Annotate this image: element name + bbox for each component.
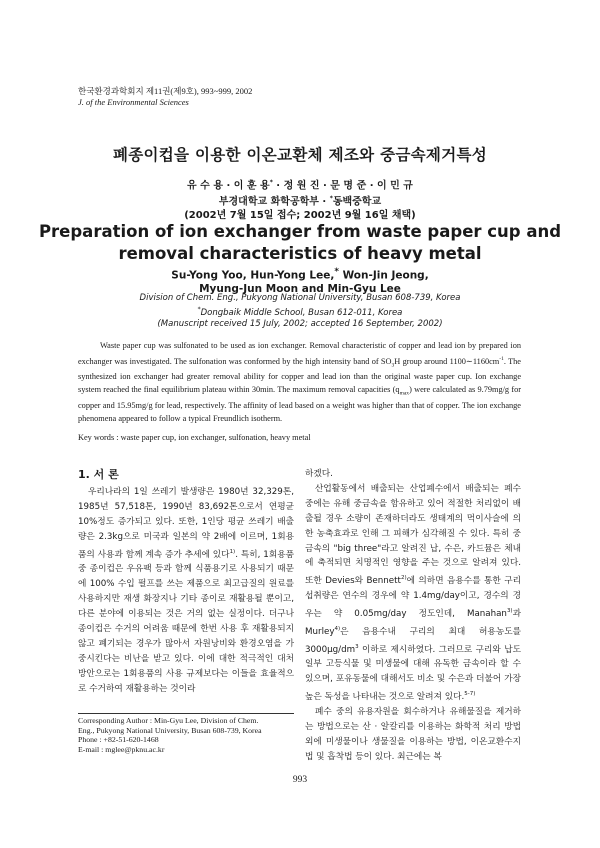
footnote-line-3: Phone : +82-51-620-1468 xyxy=(78,735,159,745)
footnote-line-4: E-mail : mglee@pknu.ac.kr xyxy=(78,745,165,755)
korean-affiliation-b: 동백중학교 xyxy=(332,196,382,208)
keywords: Key words : waste paper cup, ion exchanger, sulfonation, heavy metal xyxy=(78,433,311,442)
para2-text-d: 은 음용수내 구리의 최대 허용농도를 3000μg/dm xyxy=(305,626,521,655)
english-title xyxy=(0,221,600,265)
english-authors xyxy=(0,266,600,297)
abstract-sub-1: 3 xyxy=(391,361,395,368)
intro-continuation: 하겠다. xyxy=(305,469,333,479)
manuscript-dates: (Manuscript received 15 July, 2002; accepted 16 September, 2002) xyxy=(157,318,443,329)
korean-affiliation-a: 부경대학교 화학공학부 · xyxy=(218,196,330,208)
english-affil-2-mark: * xyxy=(197,306,201,313)
english-authors-line1 xyxy=(0,266,600,283)
english-affil-1: Division of Chem. Eng., Pukyong National University, Busan 608-739, Korea xyxy=(139,293,461,303)
intro-paragraph-1 xyxy=(78,485,294,697)
korean-authors-mark: * xyxy=(269,179,273,186)
journal-header xyxy=(78,86,252,108)
english-authors-line2: Myung-Jun Moon and Min-Gyu Lee xyxy=(199,283,401,295)
intro-paragraph-3: 폐수 중의 유용자원을 회수하거나 유해물질을 제거하는 방법으로는 산 · 알칼리를 이용하는 화학적 처리 방법외에 미생물이나 생물질을 이용하는 방법, 이온교환수지법 및 흡착법 등이 있다. 최근에는 복 xyxy=(305,707,521,762)
english-affiliations xyxy=(0,293,600,330)
section-heading-introduction: 1. 서 론 xyxy=(78,468,119,481)
english-authors-mark: * xyxy=(334,267,339,277)
korean-title: 폐종이컵을 이용한 이온교환체 제조와 중금속제거특성 xyxy=(112,146,488,164)
korean-author-block xyxy=(0,176,600,222)
citation-5-7: 5-7) xyxy=(464,691,476,698)
abstract-text-1: Waste paper cup was sulfonated to be used as ion exchanger. Removal characteristic of copper and lead ion by prepared ion exchanger was investigated. The sulfonation was conformed by the high intensity band of SO xyxy=(78,341,521,366)
korean-dates: (2002년 7월 15일 접수; 2002년 9월 16일 채택) xyxy=(184,209,416,221)
abstract xyxy=(78,340,521,425)
korean-affiliation-mark: * xyxy=(329,195,333,203)
corresponding-author-footnote xyxy=(78,716,294,755)
english-authors-b: Won-Jin Jeong, xyxy=(338,269,429,282)
intro-text-a: 우리나라의 1일 쓰레기 발생량은 1980년 32,329톤, 1985년 57,518톤, 1990년 83,692톤으로서 연평균 10%정도 증가되고 있다. 또한, 1인당 평균 쓰레기 배출량은 2.3kg으로 미국과 일본의 약 2배에 이르며, 1회용품의 사용과 함께 계속 증가 추세에 있다 xyxy=(78,487,294,560)
right-column xyxy=(305,467,521,765)
intro-text-b: . 특히, 1회용품 중 종이컵은 우유팩 등과 함께 식품용기로 사용되기 때문에 100% 수입 펄프를 쓰는 제품으로 최고급질의 원료를 사용하지만 재생 화장지나 기타 종이로 재활용될 뿐이고, 다른 분야에 이용되는 것은 거의 없는 실정이다. 더구나 종이컵은 수거의 어려움 때문에 한번 사용 후 재활용되지 않고 폐기되는 경우가 많아서 자원낭비와 환경오염을 가중시킨다는 비난을 받고 있다. 이에 대한 적극적인 대처 방안으로는 1회용품의 사용 규제보다는 이들을 효율적으로 수거하여 재활용하는 것이라 xyxy=(78,549,294,694)
abstract-text-3: . The synthesized ion exchanger had greater removal ability for copper and lead ion than the original waste paper cup. Ion exchange system reached the final equilibrium plateau within 30min. The maximum removal capacities (q xyxy=(78,356,521,394)
citation-2: 2) xyxy=(400,575,407,582)
para2-text-a: 산업활동에서 배출되는 산업폐수에서 배출되는 폐수 중에는 유해 중금속을 함유하고 있어 적절한 처리없이 배출될 경우 소량이 존재하더라도 생태계의 먹이사슬에 의한 농축효과로 인해 그 피해가 심각해질 수 있다. 특히 중금속의 "big three"라고 알려진 납, 수은, 카드뮴은 체내에 축적되면 치명적인 영향을 주는 것으로 알려져 있다. 또한 Devies와 Bennett xyxy=(305,483,521,587)
para2-text-e: 이하로 제시하였다. 그러므로 구리와 납도 일부 고등식물 및 미생물에 대해 유독한 금속이라 할 수 있으며, 포유동물에 대해서도 비소 및 수은과 더불어 가장 높은 독성을 나타내는 것으로 알려져 있다. xyxy=(305,644,521,703)
journal-ko-line: 한국환경과학회지 제11권(제9호), 993~999, 2002 xyxy=(78,86,253,96)
left-column xyxy=(78,467,294,697)
korean-authors-b: · 정 원 진 · 문 명 준 · 이 민 규 xyxy=(272,180,413,192)
abstract-text-4: ) were calculated as 9.79mg/g for copper and 15.95mg/g for lead, respectively. The affinity of lead based on a weight was higher than that of copper. The ion exchange phenomena appeared to follow a typical Freundlich isotherm. xyxy=(78,384,521,423)
footnote-line-1: Corresponding Author : Min-Gyu Lee, Division of Chem. xyxy=(78,716,259,725)
abstract-text-2: H group around 1100∼1160cm xyxy=(394,356,500,366)
citation-1: 1) xyxy=(229,548,236,555)
para2-text-c: 과 Murley xyxy=(305,608,521,637)
footnote-line-2: Eng., Pukyong National University, Busan 608-739, Korea xyxy=(78,725,262,735)
abstract-sup-1: -1 xyxy=(499,355,504,362)
english-affil-2 xyxy=(0,304,600,319)
korean-affiliation xyxy=(0,192,600,208)
unit-superscript: 3 xyxy=(355,643,359,650)
english-affil-2-text: Dongbaik Middle School, Busan 612-011, Korea xyxy=(200,307,403,318)
citation-4: 4) xyxy=(334,625,341,632)
abstract-sub-2: max xyxy=(399,390,410,397)
journal-en-line: J. of the Environmental Sciences xyxy=(78,97,189,107)
intro-paragraph-2 xyxy=(305,482,521,705)
para2-text-b: 에 의하면 음용수를 통한 구리 섭취량은 연수의 경우에 약 1.4mg/day이고, 경수의 경우는 약 0.05mg/day 정도인데, Manahan xyxy=(305,576,521,619)
korean-authors xyxy=(0,176,600,192)
english-title-line1: Preparation of ion exchanger from waste paper cup and xyxy=(38,222,562,241)
korean-authors-a: 유 수 용 · 이 훈 용 xyxy=(187,180,270,192)
footnote-divider xyxy=(78,713,294,714)
page-number: 993 xyxy=(292,775,308,785)
citation-3: 3) xyxy=(506,608,513,615)
english-authors-a: Su-Yong Yoo, Hun-Yong Lee, xyxy=(171,269,335,282)
english-title-line2: removal characteristics of heavy metal xyxy=(118,244,482,263)
